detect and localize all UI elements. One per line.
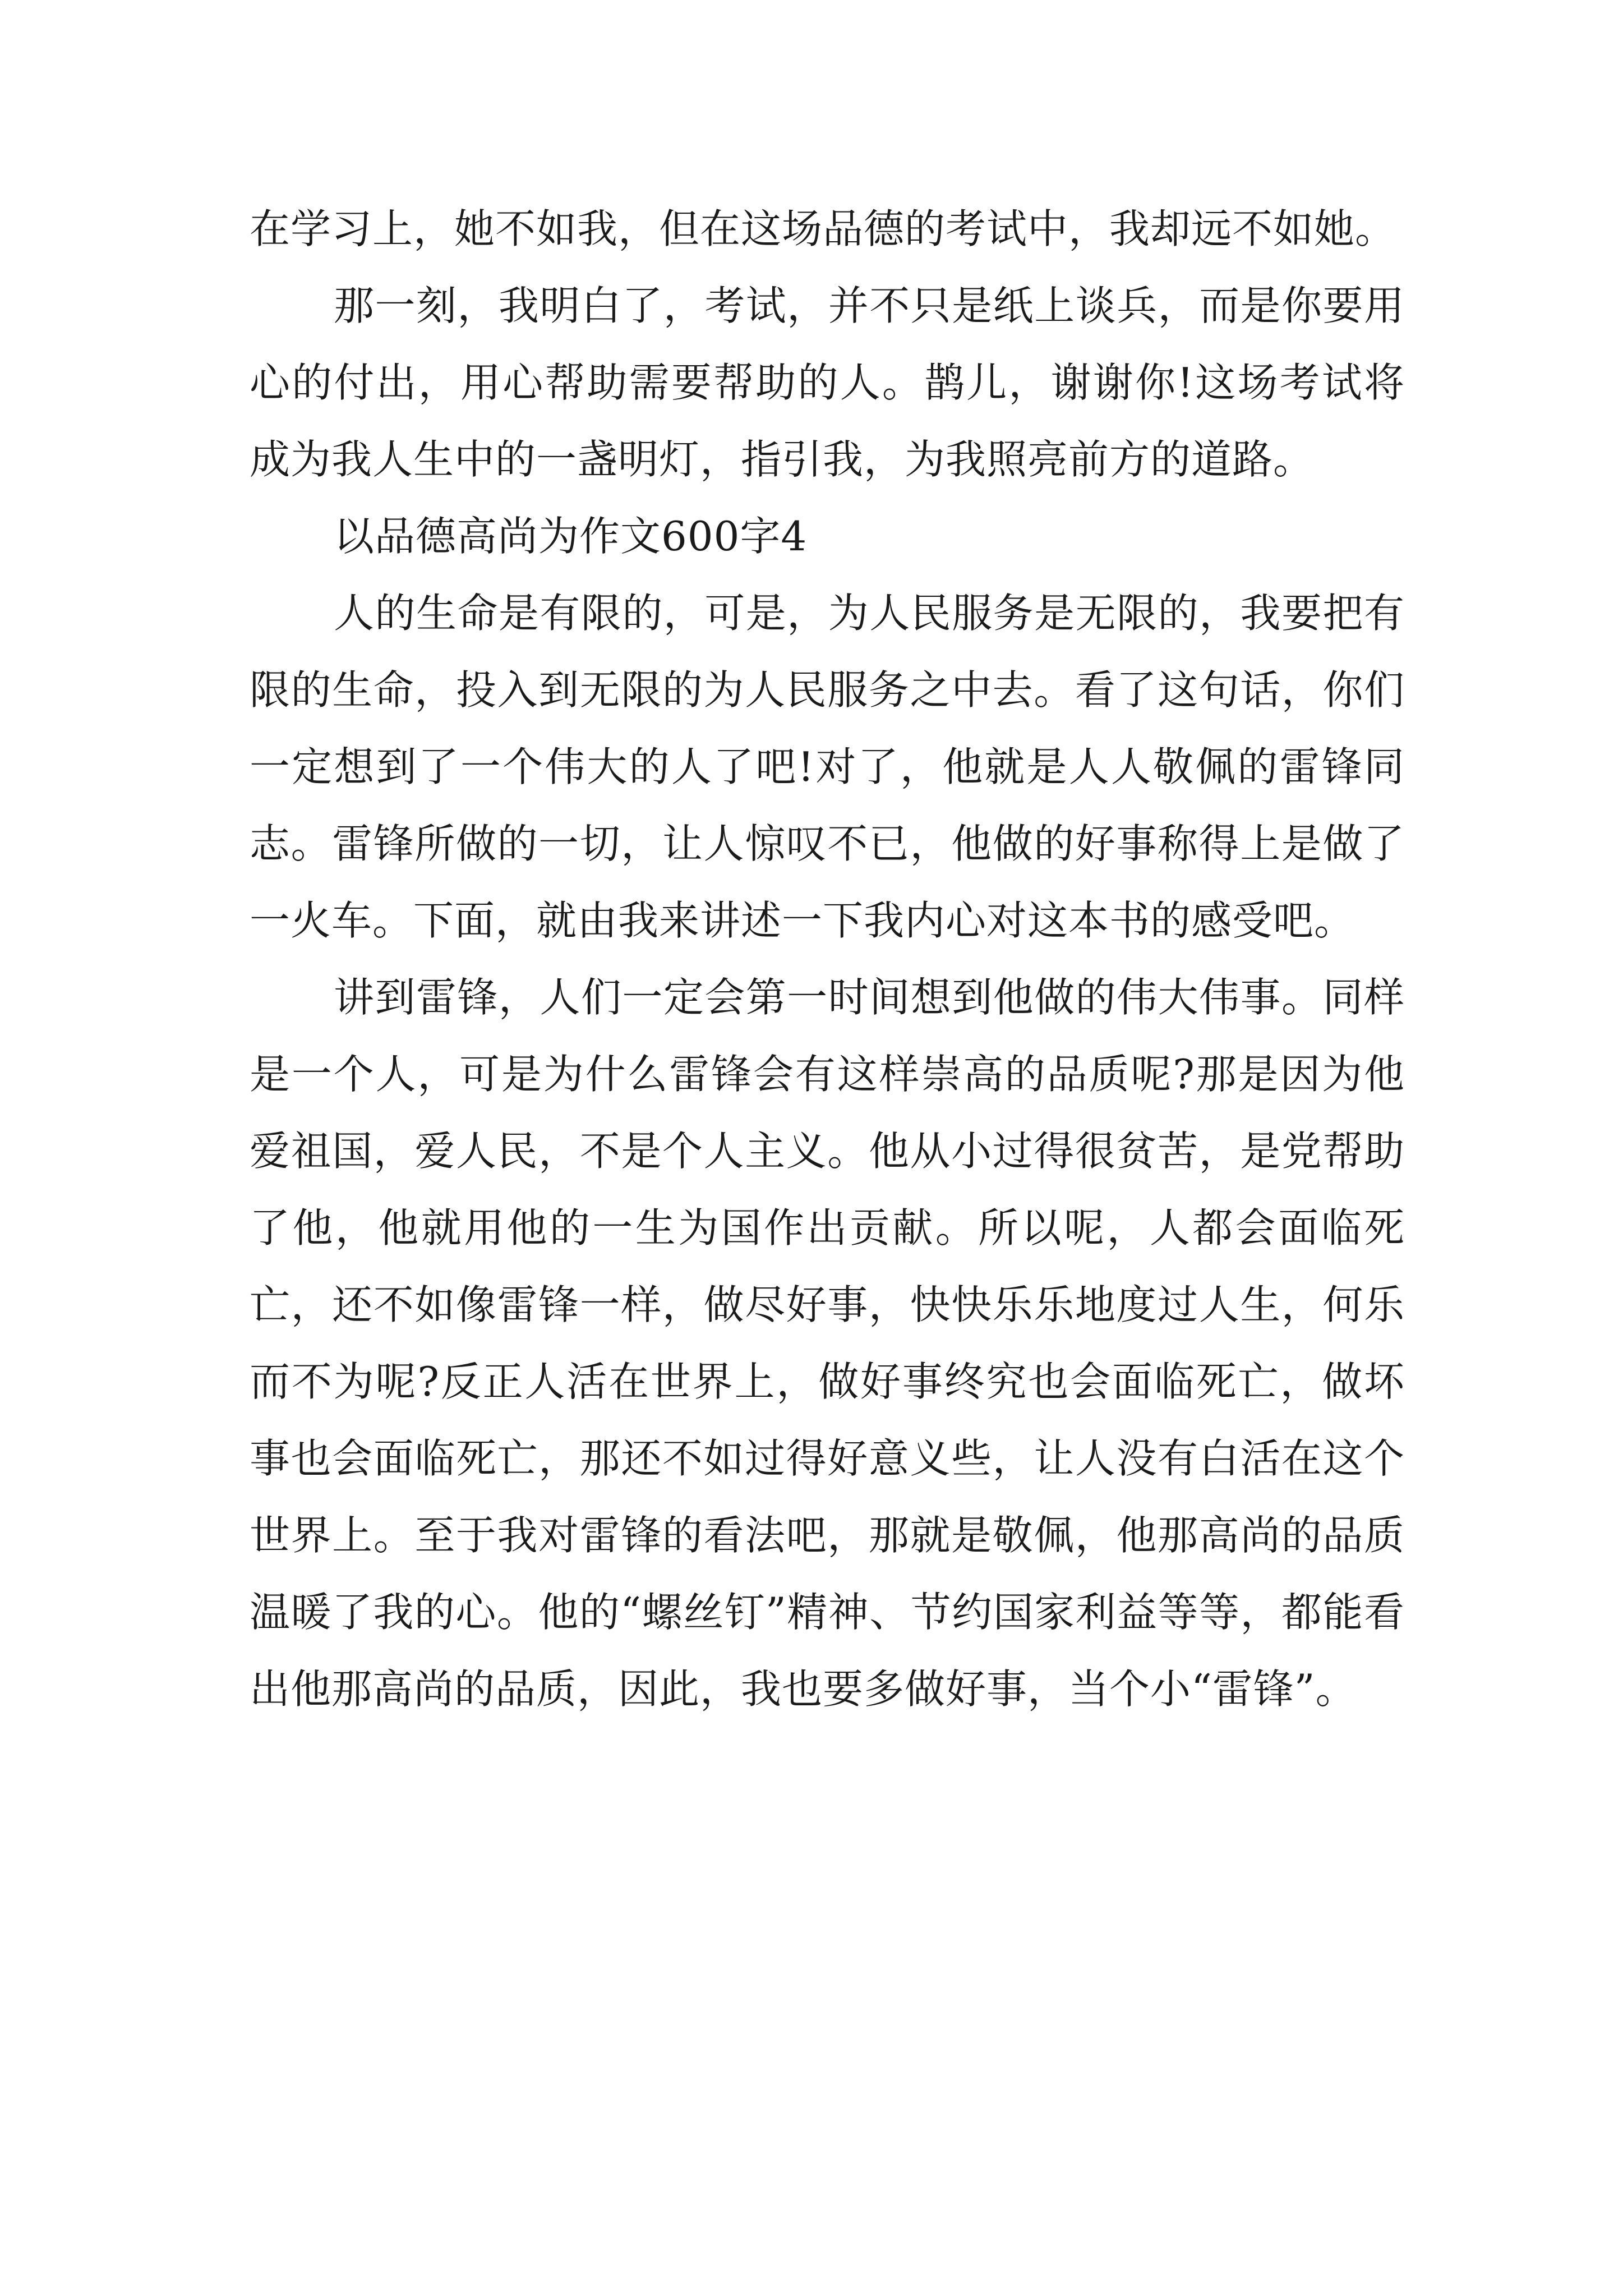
paragraph-reflection: 那一刻，我明白了，考试，并不只是纸上谈兵，而是你要用心的付出，用心帮助需要帮助的人。鹊儿，谢谢你!这场考试将成为我人生中的一盏明灯，指引我，为我照亮前方的道路。: [250, 282, 1405, 483]
paragraph-intro-leifeng: 人的生命是有限的，可是，为人民服务是无限的，我要把有限的生命，投入到无限的为人民服务之中去。看了这句话，你们一定想到了一个伟大的人了吧!对了，他就是人人敬佩的雷锋同志。雷锋所做的一切，让人惊叹不已，他做的好事称得上是做了一火车。下面，就由我来讲述一下我内心对这本书的感受吧。: [250, 590, 1405, 944]
paragraph-continuation: 在学习上，她不如我，但在这场品德的考试中，我却远不如她。: [250, 205, 1396, 252]
body-text: [250, 191, 1405, 1728]
section-heading: 以品德高尚为作文600字4: [334, 513, 808, 560]
paragraph-leifeng-qualities: 讲到雷锋，人们一定会第一时间想到他做的伟大伟事。同样是一个人，可是为什么雷锋会有这样崇高的品质呢?那是因为他爱祖国，爱人民，不是个人主义。他从小过得很贫苦，是党帮助了他，他就用他的一生为国作出贡献。所以呢，人都会面临死亡，还不如像雷锋一样，做尽好事，快快乐乐地度过人生，何乐而不为呢?反正人活在世界上，做好事终究也会面临死亡，做坏事也会面临死亡，那还不如过得好意义些，让人没有白活在这个世界上。至于我对雷锋的看法吧，那就是敬佩，他那高尚的品质温暖了我的心。他的“螺丝钉”精神、节约国家利益等等，都能看出他那高尚的品质，因此，我也要多做好事，当个小“雷锋”。: [250, 974, 1405, 1713]
